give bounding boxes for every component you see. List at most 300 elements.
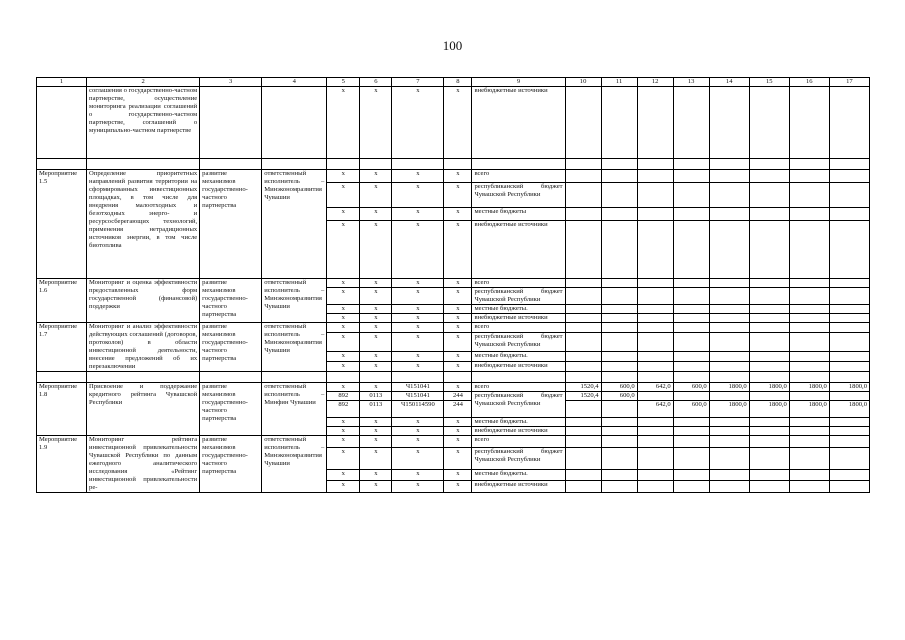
table-cell [749,418,789,427]
source-cell: внебюджетные источники [472,427,565,436]
table-cell [749,159,789,170]
table-cell [829,87,869,159]
amount-cell: 1800,0 [829,401,869,418]
header-cell: 14 [709,78,749,87]
table-cell [829,288,869,305]
header-cell: 17 [829,78,869,87]
table-cell [601,418,637,427]
table-cell [789,447,829,469]
amount-cell: 1800,0 [749,383,789,392]
table-cell [829,481,869,493]
table-cell [565,436,601,448]
table-cell: x [444,447,472,469]
table-cell: x [444,383,472,392]
table-cell: x [444,418,472,427]
table-cell [749,207,789,220]
table-cell [789,87,829,159]
table-cell [601,481,637,493]
executor-cell: ответственный исполнитель – Минэкономразвития Чувашии [262,436,327,493]
source-cell: всего [472,436,565,448]
table-cell [829,323,869,333]
table-cell [327,159,360,170]
table-cell [749,221,789,279]
header-cell: 6 [360,78,392,87]
table-cell [472,372,565,383]
table-cell: x [327,383,360,392]
table-cell: x [327,436,360,448]
table-cell [200,159,262,170]
table-cell [673,361,709,371]
table-cell: x [392,305,444,314]
table-cell [709,159,749,170]
table-cell: x [360,323,392,333]
table-cell [637,372,673,383]
table-cell [709,170,749,183]
amount-cell: 600,0 [601,392,637,401]
measure-label: Мероприятие 1.5 [37,170,87,279]
table-cell [789,392,829,401]
description-cell: соглашения о государственно-частном партнерстве, осуществление мониторинга реализации соглашений о государственно-частном партнерстве, соглашений о муниципально-частном партнерстве [87,87,200,159]
table-cell [829,279,869,288]
table-cell [789,323,829,333]
source-cell: местные бюджеты. [472,305,565,314]
table-cell [829,183,869,208]
table-cell [709,221,749,279]
header-cell: 16 [789,78,829,87]
goal-cell: развитие механизмов государственно-частного партнерства [200,170,262,279]
table-cell [601,159,637,170]
table-cell: x [444,87,472,159]
table-cell: x [360,305,392,314]
table-cell: x [444,279,472,288]
table-cell [789,361,829,371]
table-cell [789,305,829,314]
source-cell: внебюджетные источники [472,314,565,323]
table-cell: x [392,427,444,436]
table-cell: x [360,383,392,392]
table-cell [789,469,829,481]
table-cell: 0113 [360,392,392,401]
table-cell [829,447,869,469]
table-cell [601,87,637,159]
table-cell [637,333,673,352]
table-cell [789,288,829,305]
table-cell [327,372,360,383]
table-cell: x [392,221,444,279]
table-cell [673,279,709,288]
table-cell: x [327,361,360,371]
table-cell [637,447,673,469]
table-cell [709,305,749,314]
table-cell [709,447,749,469]
table-cell: x [327,481,360,493]
table-cell [673,323,709,333]
table-cell [829,221,869,279]
table-cell: x [327,279,360,288]
executor-cell: ответственный исполнитель – Минэкономразвития Чувашии [262,170,327,279]
table-cell: x [360,288,392,305]
goal-cell: развитие механизмов государственно-частного партнерства [200,436,262,493]
table-cell [565,333,601,352]
source-cell: всего [472,383,565,392]
table-cell [565,183,601,208]
table-cell [637,305,673,314]
description-cell: Определение приоритетных направлений развития территории на сформированных инвестиционных площадках, в том числе для внедрения малоотходных и безотходных энерго- и ресурсосберегающих технологий, применения нетрадиционных источников энергии, в том числе биотоплива [87,170,200,279]
table-cell [749,170,789,183]
table-cell [565,314,601,323]
header-cell: 12 [637,78,673,87]
table-cell [37,87,87,159]
table-cell: x [327,207,360,220]
table-cell [789,427,829,436]
table-cell [749,314,789,323]
table-cell [789,436,829,448]
table-cell [637,221,673,279]
goal-cell: развитие механизмов государственно-частного партнерства [200,279,262,323]
table-cell [637,279,673,288]
table-cell [709,207,749,220]
table-cell [829,418,869,427]
table-cell [709,323,749,333]
table-cell: x [392,288,444,305]
header-cell: 1 [37,78,87,87]
table-cell: x [327,427,360,436]
table-cell [637,323,673,333]
table-cell: x [327,314,360,323]
table-cell [637,427,673,436]
table-cell [789,170,829,183]
table-cell [829,170,869,183]
table-cell [565,427,601,436]
table-cell [637,361,673,371]
table-cell [565,170,601,183]
table-cell [637,418,673,427]
source-cell: республиканский бюджет Чувашской Республики [472,447,565,469]
source-cell: внебюджетные источники [472,221,565,279]
table-row [37,170,870,183]
table-cell [673,351,709,361]
table-cell [565,351,601,361]
table-cell: x [392,447,444,469]
table-cell: x [360,279,392,288]
table-cell [601,288,637,305]
table-cell [262,159,327,170]
header-cell: 3 [200,78,262,87]
table-cell: x [444,351,472,361]
table-cell: x [360,314,392,323]
source-cell: местные бюджеты. [472,351,565,361]
source-cell: республиканский бюджет Чувашской Республики [472,288,565,305]
table-cell [789,333,829,352]
table-cell [87,372,200,383]
table-cell [673,314,709,323]
table-cell [709,418,749,427]
table-cell [673,183,709,208]
source-cell: внебюджетные источники [472,481,565,493]
table-cell: x [392,418,444,427]
table-cell [601,333,637,352]
table-cell [565,305,601,314]
table-cell [789,351,829,361]
header-cell: 15 [749,78,789,87]
table-cell [673,288,709,305]
table-cell [565,447,601,469]
table-cell [565,207,601,220]
table-row [37,323,870,333]
table-cell: x [392,170,444,183]
table-cell: x [444,305,472,314]
table-cell [472,159,565,170]
table-cell [87,159,200,170]
goal-cell: развитие механизмов государственно-частного партнерства [200,323,262,372]
table-cell [749,481,789,493]
table-cell [565,288,601,305]
table-cell: x [360,361,392,371]
table-cell [829,361,869,371]
amount-cell: 1800,0 [789,383,829,392]
table-cell: x [327,288,360,305]
table-cell: x [392,351,444,361]
table-cell [829,436,869,448]
table-cell: x [360,183,392,208]
table-cell: Ч151041 [392,392,444,401]
table-cell: x [392,314,444,323]
amount-cell: 642,0 [637,383,673,392]
executor-cell: ответственный исполнитель – Минэкономразвития Чувашии [262,323,327,372]
page-number: 100 [442,38,463,53]
table-cell [673,221,709,279]
measure-label: Мероприятие 1.6 [37,279,87,323]
table-cell: x [360,436,392,448]
table-cell [749,447,789,469]
table-cell: x [444,207,472,220]
table-cell: 0113 [360,401,392,418]
table-cell [789,314,829,323]
table-cell [709,314,749,323]
table-cell [637,314,673,323]
table-cell: x [392,333,444,352]
table-cell: x [392,87,444,159]
table-cell [673,392,709,401]
table-cell [709,351,749,361]
table-cell [637,159,673,170]
table-cell: x [327,221,360,279]
table-cell: Ч151041 [392,383,444,392]
table-cell: 892 [327,401,360,418]
table-cell [673,305,709,314]
table-cell: x [392,207,444,220]
table-cell [673,469,709,481]
table-cell: x [444,436,472,448]
amount-cell: 1520,4 [565,383,601,392]
table-cell [749,427,789,436]
table-cell [709,427,749,436]
table-cell [829,351,869,361]
table-cell [601,436,637,448]
table-cell [709,361,749,371]
table-cell: x [327,333,360,352]
table-cell [789,418,829,427]
source-cell: республиканский бюджет Чувашской Республики [472,333,565,352]
table-cell [444,159,472,170]
table-cell [673,87,709,159]
table-cell: x [327,447,360,469]
table-cell [360,159,392,170]
table-cell: x [360,333,392,352]
table-cell [829,392,869,401]
table-cell [601,170,637,183]
table-cell [829,469,869,481]
table-cell [749,183,789,208]
executor-cell: ответственный исполнитель – Минфин Чувашии [262,383,327,436]
table-cell [673,418,709,427]
table-cell [360,372,392,383]
table-cell: x [444,288,472,305]
table-cell [392,159,444,170]
measure-label: Мероприятие 1.7 [37,323,87,372]
table-cell: x [392,323,444,333]
header-row [37,78,870,87]
table-cell [673,207,709,220]
header-cell: 2 [87,78,200,87]
header-cell: 13 [673,78,709,87]
table-cell: x [360,447,392,469]
table-cell [709,279,749,288]
source-cell: республиканский бюджет Чувашской Республики [472,183,565,208]
description-cell: Мониторинг рейтинга инвестиционной привлекательности Чувашской Республики по данным ежегодного аналитического исследования «Рейтинг инвестиционной привлекательности ре- [87,436,200,493]
table-cell [749,361,789,371]
table-cell: x [392,361,444,371]
table-cell: x [444,221,472,279]
table-cell [749,436,789,448]
table-cell [601,469,637,481]
table-cell: x [444,170,472,183]
table-cell [829,314,869,323]
table-cell [673,170,709,183]
source-cell: всего [472,323,565,333]
table-cell: 892 [327,392,360,401]
table-cell [262,372,327,383]
table-cell [637,351,673,361]
table-cell: x [392,183,444,208]
table-cell [565,221,601,279]
description-cell: Мониторинг и оценка эффективности предоставленных форм государственной (финансовой) поддержки [87,279,200,323]
table-cell: x [327,323,360,333]
amount-cell: 1520,4 [565,392,601,401]
table-cell [565,279,601,288]
table-cell: x [360,469,392,481]
budget-table [36,77,870,493]
measure-label: Мероприятие 1.8 [37,383,87,436]
table-row [37,279,870,288]
table-cell [565,87,601,159]
table-cell [637,170,673,183]
table-cell: x [360,427,392,436]
table-cell [200,87,262,159]
table-cell [601,314,637,323]
header-cell: 9 [472,78,565,87]
table-cell: x [327,170,360,183]
table-cell [601,305,637,314]
amount-cell: 600,0 [673,401,709,418]
amount-cell: 600,0 [601,383,637,392]
table-cell [565,469,601,481]
table-cell [637,288,673,305]
table-cell: x [444,314,472,323]
table-cell [601,279,637,288]
table-cell [749,333,789,352]
table-cell: x [327,183,360,208]
table-cell [749,279,789,288]
table-cell [601,323,637,333]
table-cell [392,372,444,383]
source-cell: местные бюджеты [472,207,565,220]
table-cell [789,159,829,170]
amount-cell: 600,0 [673,383,709,392]
source-cell: местные бюджеты. [472,418,565,427]
table-cell [601,183,637,208]
table-cell [262,87,327,159]
header-cell: 5 [327,78,360,87]
table-cell [637,207,673,220]
table-cell [829,159,869,170]
table-cell [637,469,673,481]
table-cell [637,436,673,448]
table-cell [749,392,789,401]
table-cell [709,372,749,383]
table-cell [749,469,789,481]
table-cell [709,481,749,493]
table-cell: x [327,87,360,159]
table-cell [601,447,637,469]
table-cell [749,305,789,314]
table-cell [829,305,869,314]
table-cell: x [392,436,444,448]
table-cell [789,207,829,220]
table-cell [444,372,472,383]
table-cell: x [444,361,472,371]
table-cell: Ч150114590 [392,401,444,418]
goal-cell: развитие механизмов государственно-частного партнерства [200,383,262,436]
table-cell [829,372,869,383]
table-cell [673,447,709,469]
amount-cell: 1800,0 [829,383,869,392]
table-cell [565,361,601,371]
table-cell [789,279,829,288]
table-cell [565,401,601,418]
table-cell [565,159,601,170]
table-cell: x [360,351,392,361]
measure-label: Мероприятие 1.9 [37,436,87,493]
table-cell [709,436,749,448]
table-cell [829,427,869,436]
table-cell [749,351,789,361]
table-cell [709,392,749,401]
table-cell [749,87,789,159]
table-cell [637,87,673,159]
table-cell [601,207,637,220]
table-cell: x [392,481,444,493]
table-cell [709,288,749,305]
table-cell [601,401,637,418]
amount-cell: 1800,0 [749,401,789,418]
table-cell: x [444,323,472,333]
table-cell [673,427,709,436]
table-cell: x [444,469,472,481]
table-cell: x [444,427,472,436]
table-cell [673,372,709,383]
table-cell: x [392,279,444,288]
